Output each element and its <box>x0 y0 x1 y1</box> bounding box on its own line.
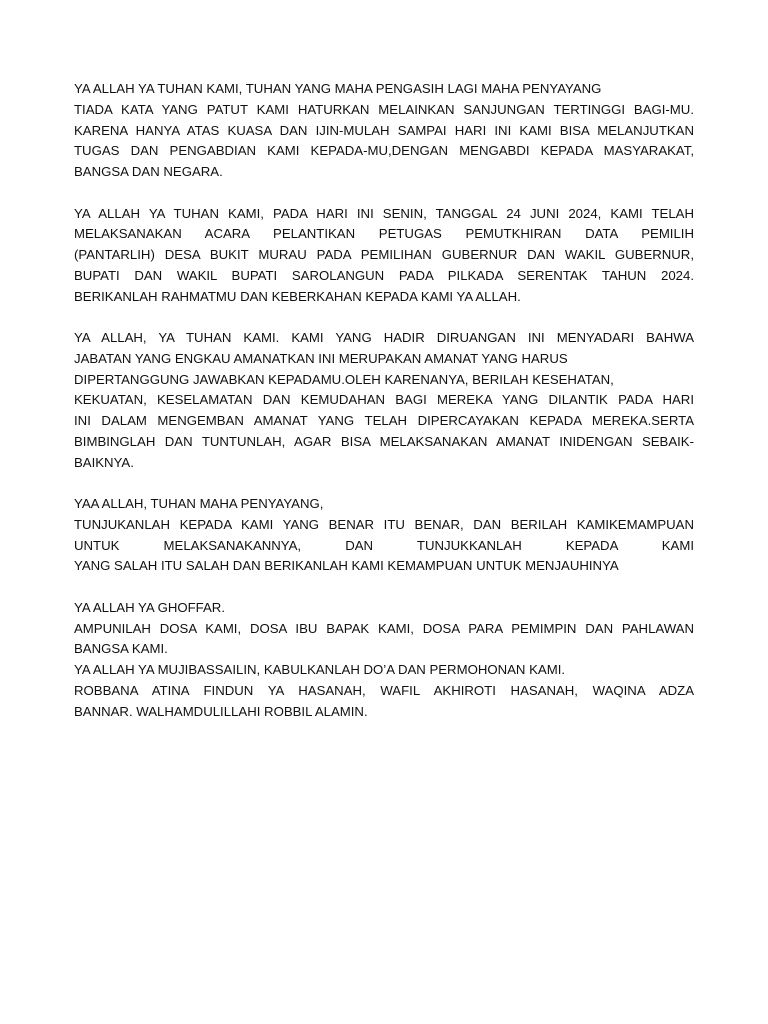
text-line: BANGSA KAMI. <box>74 641 168 657</box>
text-line: YA ALLAH YA GHOFFAR. <box>74 599 225 615</box>
text-line: BAIKNYA. <box>74 454 134 470</box>
text-line: YAA ALLAH, TUHAN MAHA PENYAYANG, <box>74 496 324 511</box>
text-line: INI DALAM MENGEMBAN AMANAT YANG TELAH DIPERCAYAKAN KEPADA MEREKA.SERTA <box>74 413 694 428</box>
text-line: MELAKSANAKAN ACARA PELANTIKAN PETUGAS PEMUTKHIRAN DATA PEMILIH <box>74 226 694 242</box>
text-line: YA ALLAH YA TUHAN KAMI, TUHAN YANG MAHA PENGASIH LAGI MAHA PENYAYANG <box>74 81 602 96</box>
text-line: TUNJUKANLAH KEPADA KAMI YANG BENAR ITU BENAR, DAN BERILAH KAMIKEMAMPUAN <box>74 516 694 532</box>
text-line: DIPERTANGGUNG JAWABKAN KEPADAMU.OLEH KARENANYA, BERILAH KESEHATAN, <box>74 371 614 387</box>
paragraph <box>74 598 694 723</box>
text-line: KARENA HANYA ATAS KUASA DAN IJIN-MULAH SAMPAI HARI INI KAMI BISA MELANJUTKAN <box>74 122 694 138</box>
text-line: YA ALLAH YA TUHAN KAMI, PADA HARI INI SENIN, TANGGAL 24 JUNI 2024, KAMI TELAH <box>74 205 694 221</box>
text-line: YA ALLAH, YA TUHAN KAMI. KAMI YANG HADIR DIRUANGAN INI MENYADARI BAHWA <box>74 330 694 345</box>
text-line: YA ALLAH YA MUJIBASSAILIN, KABULKANLAH DO’A DAN PERMOHONAN KAMI. <box>74 662 566 677</box>
text-line: JABATAN YANG ENGKAU AMANATKAN INI MERUPAKAN AMANAT YANG HARUS <box>74 350 568 366</box>
document-body <box>74 79 694 722</box>
paragraph <box>74 79 694 183</box>
text-line: TUGAS DAN PENGABDIAN KAMI KEPADA-MU,DENGAN MENGABDI KEPADA MASYARAKAT, <box>74 143 694 159</box>
text-line: BANNAR. WALHAMDULILLAHI ROBBIL ALAMIN. <box>74 703 368 719</box>
text-line: BUPATI DAN WAKIL BUPATI SAROLANGUN PADA PILKADA SERENTAK TAHUN 2024. <box>74 267 694 283</box>
text-line: ROBBANA ATINA FINDUN YA HASANAH, WAFIL AKHIROTI HASANAH, WAQINA ADZA <box>74 682 694 698</box>
text-line: AMPUNILAH DOSA KAMI, DOSA IBU BAPAK KAMI, DOSA PARA PEMIMPIN DAN PAHLAWAN <box>74 620 694 636</box>
text-line: BANGSA DAN NEGARA. <box>74 164 223 179</box>
paragraph <box>74 494 694 577</box>
text-line: UNTUK MELAKSANAKANNYA, DAN TUNJUKKANLAH KEPADA KAMI <box>74 537 694 553</box>
text-line: KEKUATAN, KESELAMATAN DAN KEMUDAHAN BAGI MEREKA YANG DILANTIK PADA HARI <box>74 392 694 408</box>
paragraph <box>74 204 694 308</box>
paragraph <box>74 328 694 473</box>
text-line: BIMBINGLAH DAN TUNTUNLAH, AGAR BISA MELAKSANAKAN AMANAT INIDENGAN SEBAIK- <box>74 433 694 449</box>
text-line: BERIKANLAH RAHMATMU DAN KEBERKAHAN KEPADA KAMI YA ALLAH. <box>74 288 521 304</box>
text-line: TIADA KATA YANG PATUT KAMI HATURKAN MELAINKAN SANJUNGAN TERTINGGI BAGI-MU. <box>74 101 694 117</box>
text-line: (PANTARLIH) DESA BUKIT MURAU PADA PEMILIHAN GUBERNUR DAN WAKIL GUBERNUR, <box>74 247 694 262</box>
text-line: YANG SALAH ITU SALAH DAN BERIKANLAH KAMI KEMAMPUAN UNTUK MENJAUHINYA <box>74 558 619 574</box>
